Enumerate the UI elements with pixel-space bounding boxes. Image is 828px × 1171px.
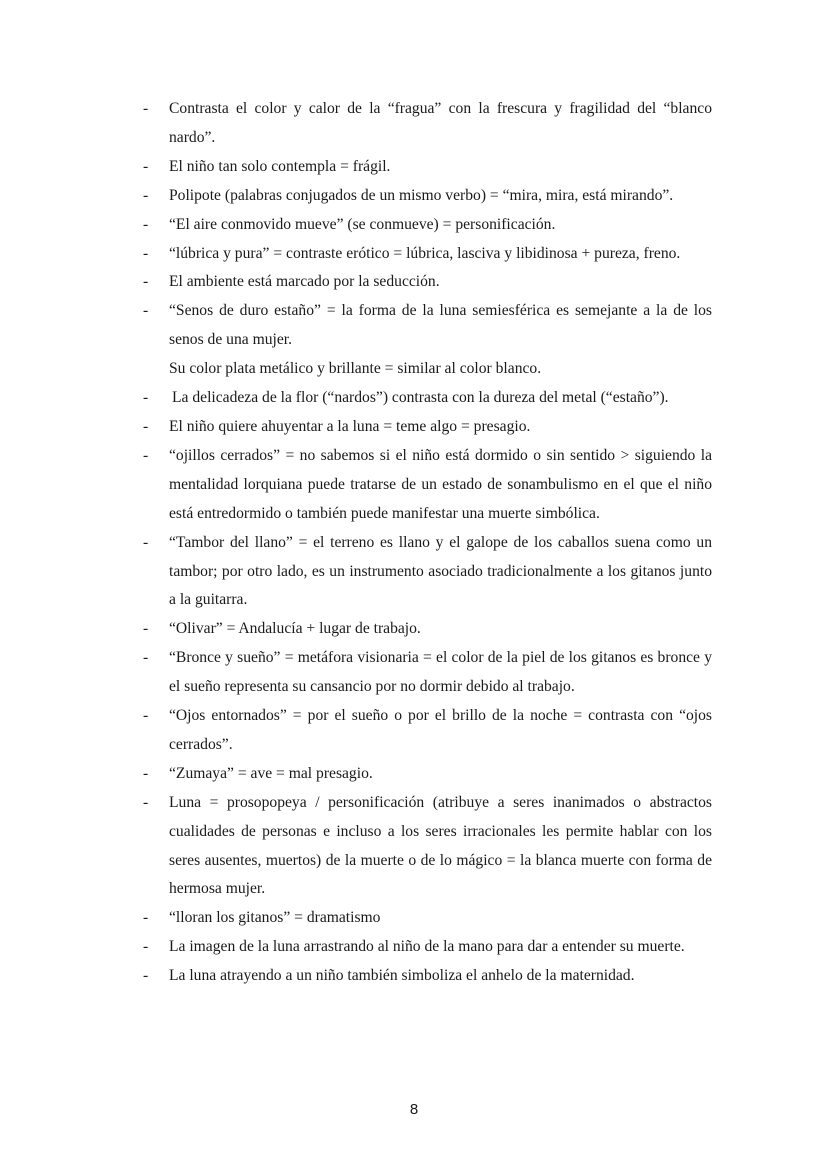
bullet-dash: - — [143, 100, 149, 117]
bullet-dash: - — [143, 793, 149, 811]
list-item-text: “El aire conmovido mueve” (se conmueve) = personificación. — [169, 215, 556, 233]
bullet-dash: - — [143, 707, 149, 725]
bullet-dash: - — [143, 649, 149, 667]
bullet-dash: - — [143, 764, 149, 782]
list-item-text: “ojillos cerrados” = no sabemos si el niño está dormido o sin sentido > siguiendo la mentalidad lorquiana puede tratarse de un estado de sonambulismo en el que el niño está entredormido o también puede manifestar una muerte simbólica. — [169, 446, 712, 522]
bullet-dash: - — [143, 186, 149, 204]
bullet-dash: - — [143, 273, 149, 291]
list-item — [0, 904, 828, 933]
list-item — [0, 644, 828, 702]
list-item — [0, 384, 828, 413]
list-item-text: Contrasta el color y calor de la “fragua” con la frescura y fragilidad del “blanco nardo”. — [169, 100, 712, 146]
list-item — [0, 529, 828, 616]
list-item — [0, 153, 828, 182]
list-item-text: El niño tan solo contempla = frágil. — [169, 157, 391, 175]
bullet-dash: - — [143, 244, 149, 262]
bullet-dash: - — [143, 446, 149, 464]
list-item — [0, 962, 828, 991]
list-item — [0, 297, 828, 355]
list-item — [0, 760, 828, 789]
list-item-text: “lloran los gitanos” = dramatismo — [169, 909, 381, 927]
bullet-dash: - — [143, 389, 149, 407]
list-item — [0, 211, 828, 240]
bullet-dash: - — [143, 967, 149, 985]
list-item-text: “Zumaya” = ave = mal presagio. — [169, 764, 373, 782]
list-item — [0, 268, 828, 297]
list-item — [0, 615, 828, 644]
list-item-text: “Senos de duro estaño” = la forma de la luna semiesférica es semejante a la de los senos de una mujer. — [169, 302, 712, 349]
bullet-dash: - — [143, 938, 149, 956]
bullet-list — [0, 95, 828, 991]
list-item-text: El niño quiere ahuyentar a la luna = teme algo = presagio. — [169, 417, 531, 435]
list-item — [0, 240, 828, 269]
list-item-text: “Olivar” = Andalucía + lugar de trabajo. — [169, 620, 421, 638]
bullet-dash: - — [143, 909, 149, 927]
list-item-text: El ambiente está marcado por la seducción. — [169, 273, 440, 291]
list-item — [0, 182, 828, 211]
list-item-text: Luna = prosopopeya / personificación (atribuye a seres inanimados o abstractos cualidades de personas e incluso a los seres irracionales les permite hablar con los seres ausentes, muertos) de la muerte o de lo mágico = la blanca muerte con forma de hermosa mujer. — [169, 793, 712, 898]
list-item — [0, 95, 828, 153]
bullet-dash: - — [143, 533, 149, 551]
list-item — [0, 413, 828, 442]
list-item — [0, 442, 828, 529]
bullet-dash: - — [143, 620, 149, 638]
list-item-text: “Ojos entornados” = por el sueño o por el brillo de la noche = contrasta con “ojos cerrados”. — [169, 707, 712, 753]
list-item — [0, 702, 828, 760]
bullet-dash: - — [143, 417, 149, 435]
list-item-text: Polipote (palabras conjugados de un mismo verbo) = “mira, mira, está mirando”. — [169, 186, 674, 204]
list-item-continuation — [0, 355, 828, 384]
list-item-text: La delicadeza de la flor (“nardos”) contrasta con la dureza del metal (“estaño”). — [172, 389, 669, 407]
list-item-text: “lúbrica y pura” = contraste erótico = lúbrica, lasciva y libidinosa + pureza, freno. — [169, 244, 681, 262]
list-item-text: “Bronce y sueño” = metáfora visionaria = el color de la piel de los gitanos es bronce y el sueño representa su cansancio por no dormir debido al trabajo. — [169, 649, 712, 696]
bullet-dash: - — [143, 157, 149, 175]
list-item-text: La imagen de la luna arrastrando al niño de la mano para dar a entender su muerte. — [169, 938, 685, 956]
list-item-text: Su color plata metálico y brillante = similar al color blanco. — [169, 360, 542, 378]
page-number: 8 — [409, 1101, 419, 1118]
list-item — [0, 789, 828, 905]
list-item-text: “Tambor del llano” = el terreno es llano y el galope de los caballos suena como un tambor; por otro lado, es un instrumento asociado tradicionalmente a los gitanos junto a la guitarra. — [169, 533, 712, 609]
list-item — [0, 933, 828, 962]
bullet-dash: - — [143, 302, 149, 320]
list-item-text: La luna atrayendo a un niño también simboliza el anhelo de la maternidad. — [169, 967, 635, 985]
bullet-dash: - — [143, 215, 149, 233]
